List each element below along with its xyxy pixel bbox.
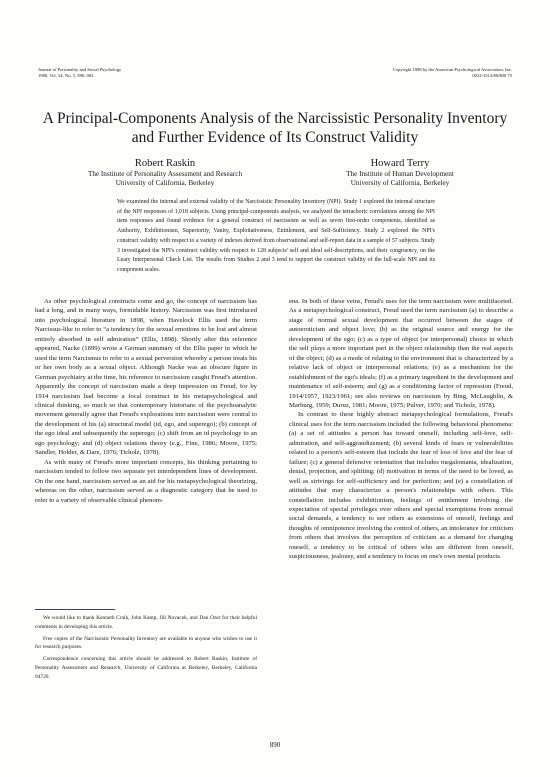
journal-volume: 1988, Vol. 54, No. 5, 890–902 xyxy=(38,72,94,78)
author-university: University of California, Berkeley xyxy=(350,178,450,187)
copyright-notice xyxy=(393,67,512,78)
author-name: Robert Raskin xyxy=(134,158,196,169)
author-block-terry xyxy=(295,158,505,187)
author-affiliation: The Institute of Human Development xyxy=(346,170,454,178)
body-paragraph: As with many of Freud's more important concepts, his thinking pertaining to narcissism tended to follow two separate yet interdependent lines of development. On the one hand, narcissism served as an aid for his metapsychological theorizing, whereas on the other, narcissism served as a diagnostic category that he used to refer to a variety of observable clinical phenom- xyxy=(35,458,257,504)
copyright-line: Copyright 1988 by the American Psychological Association, Inc. xyxy=(392,67,512,72)
author-university: University of California, Berkeley xyxy=(115,178,215,187)
author-name: Howard Terry xyxy=(370,158,430,169)
journal-citation xyxy=(38,67,121,78)
body-column-left xyxy=(35,297,257,505)
body-paragraph: As other psychological constructs come and go, the concept of narcissism has had a long, and in many ways, formidable history. Narcissism was first introduced into psychological literature in 1898, when Havelock Ellis used the term Narcissus-like to refer to “a tendency for the sexual emotions to be lost and almost entirely absorbed in self admiration” (Ellis, 1898). Shortly after this reference appeared, Nacke (1899) wrote a German summary of the Ellis paper in which he used the term Narcismus to refer to a sexual perversion whereby a person treats his or her own body as a sexual object. Although Nacke was an obscure figure in German psychiatry at the time, his reference to narcissism caught Freud's attention. Apparently the concept of narcissism made a deep impression on Freud, for by 1914 narcissism had become a focal construct in his metapsychological and clinical thinking, so much so that contemporary historians of the psychoanalytic movement generally agree that Freud's explorations into narcissism were central to the development of his (a) structural model (id, ego, and superego); (b) concept of the ego ideal and subsequently the superego; (c) shift from an id psychology to an ego psychology; and (d) object relations theory (e.g., Fine, 1986; Moore, 1975; Sandler, Holder, & Dare, 1976; Ticholz, 1978). xyxy=(35,298,257,457)
issn-line: 0022-3514/88/$00.75 xyxy=(472,72,512,78)
body-paragraph: In contrast to these highly abstract metapsychological formulations, Freud's clinical uses for the term narcissism included the following behavioral phenomena: (a) a set of attitudes a person has toward oneself, including self-love, self-admiration, and self-aggrandizement; (b) several kinds of fears or vulnerabilities related to a person's self-esteem that include the fear of loss of love and the fear of failure; (c) a general defensive orientation that includes megalomania, idealization, denial, projection, and splitting; (d) motivation in terms of the need to be loved, as well as strivings for self-sufficiency and for perfection; and (e) a constellation of attitudes that may characterize a person's relationships with others. This constellation includes exhibitionism, feelings of entitlement involving the expectation of special privileges over others and special exemptions from normal social demands, a tendency to see others as extensions of oneself, feelings and thoughts of omnipotence involving the control of others, an intolerance for criticism from others that involves the perception of criticism as a demand for changing oneself, a tendency to be critical of others who are different from oneself, suspiciousness, jealousy, and a tendency to focus on one's own mental products. xyxy=(289,411,513,561)
footnote-availability: Free copies of the Narcissistic Personality Inventory are available to anyone who wishes to use it for research purposes. xyxy=(35,635,257,651)
author-affiliation: The Institute of Personality Assessment and Research xyxy=(87,170,243,178)
abstract: We examined the internal and external validity of the Narcissistic Personality Inventory (NPI). Study 1 explored the internal structure of the NPI responses of 1,018 subjects. Using principal-components analysis, we analyzed the tetrachoric correlations among the NPI item responses and found evidence for a general construct of narcissism as well as seven first-order components, identified as Authority, Exhibitionism, Superiority, Vanity, Exploitativeness, Entitlement, and Self-Sufficiency. Study 2 explored the NPI's construct validity with respect to a variety of indexes derived from observational and self-report data in a sample of 57 subjects. Study 3 investigated the NPI's construct validity with respect to 128 subjects' self and ideal self-descriptions, and their congruency, on the Leary Interpersonal Check List. The results from Studies 2 and 3 tend to support the construct validity of the full-scale NPI and its component scales. xyxy=(117,199,435,273)
footnote-acknowledgment: We would like to thank Kenneth Craik, John Kamp, Jill Novacek, and Dan Ozer for their helpful comments in developing this article. xyxy=(35,615,257,630)
article-title: A Principal-Components Analysis of the Narcissistic Personality Inventory and Further Evidence of Its Construct Validity xyxy=(42,110,508,146)
footnote-correspondence: Correspondence concerning this article should be addressed to Robert Raskin, Institute of Personality Assessment and Research, University of California at Berkeley, Berkeley, California 94720. xyxy=(35,656,257,680)
footnote-rule xyxy=(35,609,115,610)
page-number: 890 xyxy=(269,741,281,749)
body-column-right xyxy=(289,297,513,562)
author-block-raskin xyxy=(60,158,270,187)
footnotes xyxy=(35,614,257,685)
journal-name: Journal of Personality and Social Psychology xyxy=(38,67,122,72)
body-paragraph: ena. In both of these veins, Freud's uses for the term narcissism were multifaceted. As a metapsychological construct, Freud used the term narcissism (a) to describe a stage of normal sexual development that occurred between the stages of autoeroticism and object love; (b) as the original source and energy for the development of the ego; (c) as a type of object (or interpersonal) choice in which the self plays a more important part in the object relationship than the real aspects of the object; (d) as a mode of relating to the environment that is characterized by a relative lack of object or interpersonal relations; (e) as a mechanism for the establishment of the ego's ideals; (f) as a primary ingredient in the development and maintenance of self-esteem; and (g) as a conditioning factor of repression (Freud, 1914/1957, 1923/1961; see also reviews on narcissism by Bing, McLaughlin, & Marburg, 1959; Duruz, 1981; Moore, 1975; Pulver, 1970; and Ticholz, 1978). xyxy=(289,298,513,409)
